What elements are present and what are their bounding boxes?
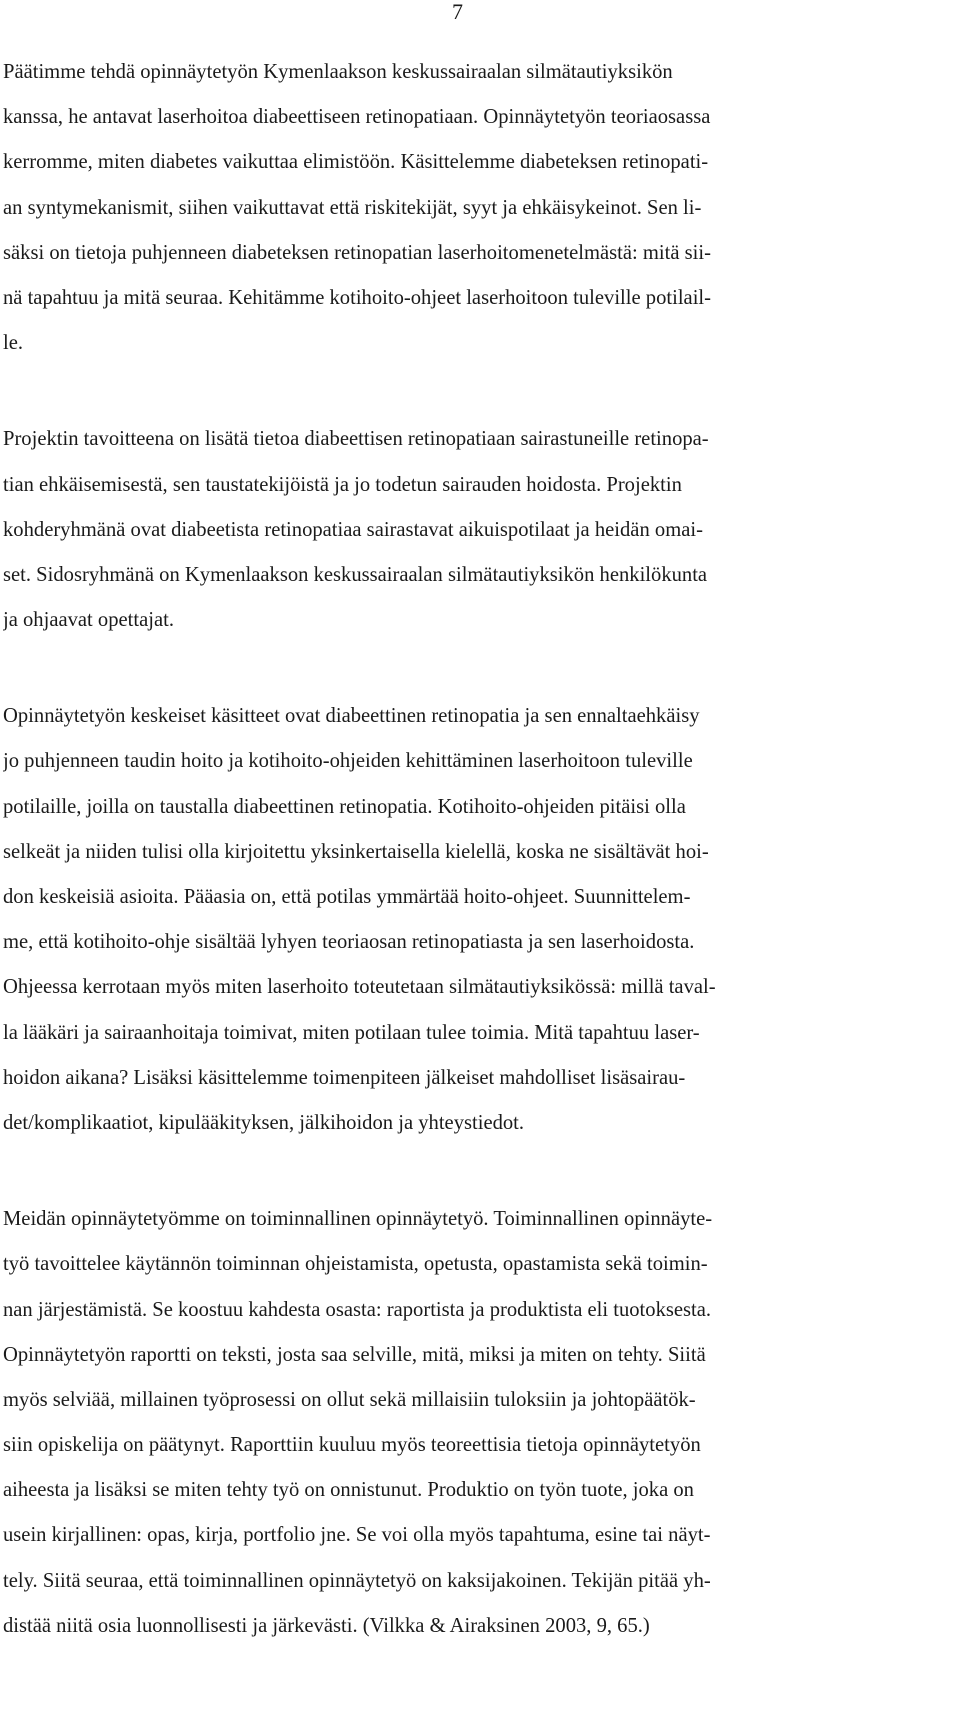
text-line: Opinnäytetyön raportti on teksti, josta saa selville, mitä, miksi ja miten on tehty. Siitä [3,1343,706,1366]
text-line: aiheesta ja lisäksi se miten tehty työ on onnistunut. Produktio on työn tuote, joka on [3,1479,694,1502]
text-line: Ohjeessa kerrotaan myös miten laserhoito toteutetaan silmätautiyksikössä: millä taval- [3,976,716,999]
text-line: työ tavoittelee käytännön toiminnan ohjeistamista, opetusta, opastamista sekä toimin- [3,1253,708,1276]
text-line: usein kirjallinen: opas, kirja, portfolio jne. Se voi olla myös tapahtuma, esine tai näyt- [3,1524,711,1547]
paragraph-3 [3,694,869,1146]
text-line: kanssa, he antavat laserhoitoa diabeettiseen retinopatiaan. Opinnäytetyön teoriaosassa [3,106,711,129]
text-line: tely. Siitä seuraa, että toiminnallinen opinnäytetyö on kaksijakoinen. Tekijän pitää yh- [3,1569,711,1592]
text-line: siin opiskelija on päätynyt. Raporttiin kuuluu myös teoreettisia tietoja opinnäytetyön [3,1434,701,1457]
text-line: distää niitä osia luonnollisesti ja järkevästi. (Vilkka & Airaksinen 2003, 9, 65.) [3,1614,650,1637]
text-line: säksi on tietoja puhjenneen diabeteksen retinopatian laserhoitomenetelmästä: mitä sii- [3,241,711,264]
text-line: Päätimme tehdä opinnäytetyön Kymenlaakson keskussairaalan silmätautiyksikön [3,61,673,83]
text-line: myös selviää, millainen työprosessi on ollut sekä millaisiin tuloksiin ja johtopäätök- [3,1388,696,1411]
text-line: Projektin tavoitteena on lisätä tietoa diabeettisen retinopatiaan sairastuneille retinopa- [3,428,709,451]
text-line: Meidän opinnäytetyömme on toiminnallinen opinnäytetyö. Toiminnallinen opinnäyte- [3,1208,713,1231]
text-line: Opinnäytetyön keskeiset käsitteet ovat diabeettinen retinopatia ja sen ennaltaehkäisy [3,705,700,728]
text-line: don keskeisiä asioita. Pääasia on, että potilas ymmärtää hoito-ohjeet. Suunnittelem- [3,886,691,908]
text-line: nan järjestämistä. Se koostuu kahdesta osasta: raportista ja produktista eli tuotoksesta. [3,1298,712,1321]
text-line: potilaille, joilla on taustalla diabeettinen retinopatia. Kotihoito-ohjeiden pitäisi olla [3,795,686,818]
text-line: la lääkäri ja sairaanhoitaja toimivat, miten potilaan tulee toimia. Mitä tapahtuu laser- [3,1021,700,1044]
text-line: hoidon aikana? Lisäksi käsittelemme toimenpiteen jälkeiset mahdolliset lisäsairau- [3,1066,686,1089]
text-line: set. Sidosryhmänä on Kymenlaakson keskussairaalan silmätautiyksikön henkilökunta [3,563,708,586]
text-line: an syntymekanismit, siihen vaikuttavat että riskitekijät, syyt ja ehkäisykeinot. Sen li- [3,196,702,219]
text-line: selkeät ja niiden tulisi olla kirjoitettu yksinkertaisella kielellä, koska ne sisältävät hoi- [3,840,709,863]
text-line: me, että kotihoito-ohje sisältää lyhyen teoriaosan retinopatiasta ja sen laserhoidosta. [3,931,695,954]
body-text [3,50,869,1649]
paragraph-4 [3,1197,869,1649]
text-line: kerromme, miten diabetes vaikuttaa elimistöön. Käsittelemme diabeteksen retinopati- [3,151,709,174]
text-line: jo puhjenneen taudin hoito ja kotihoito-ohjeiden kehittäminen laserhoitoon tuleville [3,750,693,773]
text-line: ja ohjaavat opettajat. [3,609,174,632]
text-line: kohderyhmänä ovat diabeetista retinopatiaa sairastavat aikuispotilaat ja heidän omai- [3,518,703,541]
text-line: le. [3,332,24,355]
text-line: det/komplikaatiot, kipulääkityksen, jälkihoidon ja yhteystiedot. [3,1111,525,1134]
text-line: tian ehkäisemisestä, sen taustatekijöistä ja jo todetun sairauden hoidosta. Projektin [3,473,682,496]
paragraph-1 [3,50,869,366]
paragraph-2 [3,417,869,643]
page-number: 7 [452,0,463,24]
text-line: nä tapahtuu ja mitä seuraa. Kehitämme kotihoito-ohjeet laserhoitoon tuleville potilail- [3,286,711,309]
